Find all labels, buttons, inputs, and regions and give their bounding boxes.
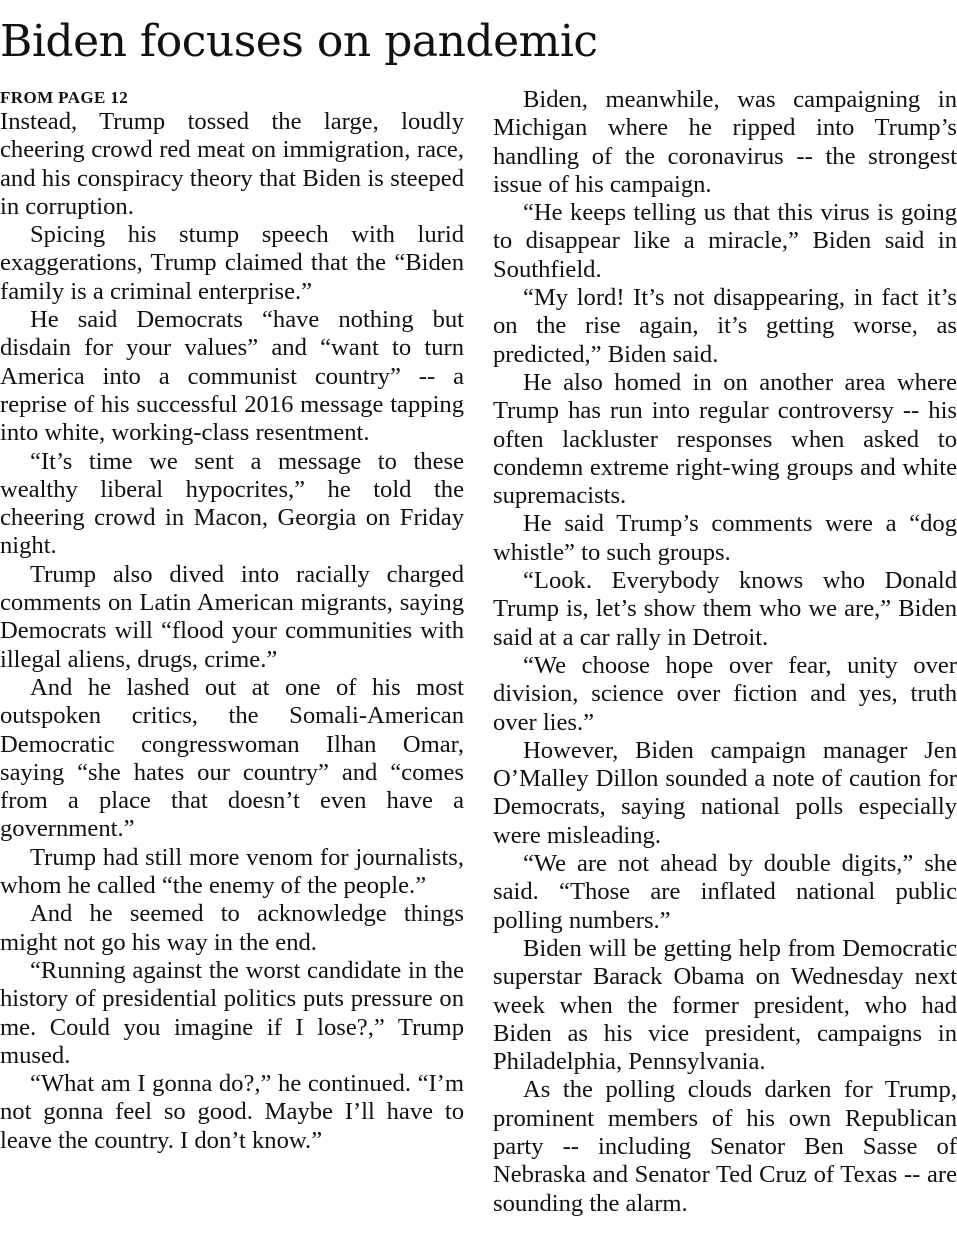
paragraph: Instead, Trump tossed the large, loudly cheering crowd red meat on immigration, race, and his conspiracy theory that Biden is steeped in corruption. bbox=[0, 108, 464, 220]
paragraph: “Look. Everybody knows who Donald Trump is, let’s show them who we are,” Biden said at a car rally in Detroit. bbox=[493, 567, 957, 651]
paragraph: “My lord! It’s not disappearing, in fact it’s on the rise again, it’s getting worse, as predicted,” Biden said. bbox=[493, 284, 957, 368]
paragraph: And he seemed to acknowledge things might not go his way in the end. bbox=[0, 900, 464, 956]
paragraph: He said Trump’s comments were a “dog whistle” to such groups. bbox=[493, 510, 957, 566]
jump-line: FROM PAGE 12 bbox=[0, 88, 129, 107]
paragraph: He also homed in on another area where Trump has run into regular controversy -- his often lackluster responses when asked to condemn extreme right-wing groups and white supremacists. bbox=[493, 368, 957, 510]
article-column-left bbox=[0, 86, 464, 1155]
paragraph: “We are not ahead by double digits,” she said. “Those are inflated national public polling numbers.” bbox=[493, 850, 957, 934]
paragraph: “What am I gonna do?,” he continued. “I’m not gonna feel so good. Maybe I’ll have to leave the country. I don’t know.” bbox=[0, 1070, 464, 1154]
paragraph: And he lashed out at one of his most outspoken critics, the Somali-American Democratic congresswoman Ilhan Omar, saying “she hates our country” and “comes from a place that doesn’t even have a government.” bbox=[0, 673, 464, 843]
paragraph: He said Democrats “have nothing but disdain for your values” and “want to turn America into a communist country” -- a reprise of his successful 2016 message tapping into white, working-class resentment. bbox=[0, 306, 464, 447]
paragraph: Trump also dived into racially charged comments on Latin American migrants, saying Democrats will “flood your communities with illegal aliens, drugs, crime.” bbox=[0, 560, 464, 673]
paragraph: Trump had still more venom for journalists, whom he called “the enemy of the people.” bbox=[0, 843, 464, 900]
paragraph: However, Biden campaign manager Jen O’Malley Dillon sounded a note of caution for Democrats, saying national polls especially were misleading. bbox=[493, 736, 957, 849]
paragraph: “He keeps telling us that this virus is going to disappear like a miracle,” Biden said in Southfield. bbox=[493, 199, 957, 283]
paragraph: “We choose hope over fear, unity over division, science over fiction and yes, truth over lies.” bbox=[493, 651, 957, 736]
paragraph: Biden, meanwhile, was campaigning in Michigan where he ripped into Trump’s handling of the coronavirus -- the strongest issue of his campaign. bbox=[493, 86, 957, 198]
paragraph: Biden will be getting help from Democratic superstar Barack Obama on Wednesday next week when the former president, who had Biden as his vice president, campaigns in Philadelphia, Pennsylvania. bbox=[493, 934, 957, 1076]
paragraph: As the polling clouds darken for Trump, prominent members of his own Republican party -- including Senator Ben Sasse of Nebraska and Senator Ted Cruz of Texas -- are sounding the alarm. bbox=[493, 1076, 957, 1217]
headline: Biden focuses on pandemic bbox=[0, 16, 598, 67]
paragraph: “Running against the worst candidate in the history of presidential politics puts pressure on me. Could you imagine if I lose?,” Trump mused. bbox=[0, 956, 464, 1069]
paragraph: “It’s time we sent a message to these wealthy liberal hypocrites,” he told the cheering crowd in Macon, Georgia on Friday night. bbox=[0, 447, 464, 560]
paragraph: Spicing his stump speech with lurid exaggerations, Trump claimed that the “Biden family is a criminal enterprise.” bbox=[0, 221, 464, 305]
article-column-right bbox=[493, 86, 957, 1218]
